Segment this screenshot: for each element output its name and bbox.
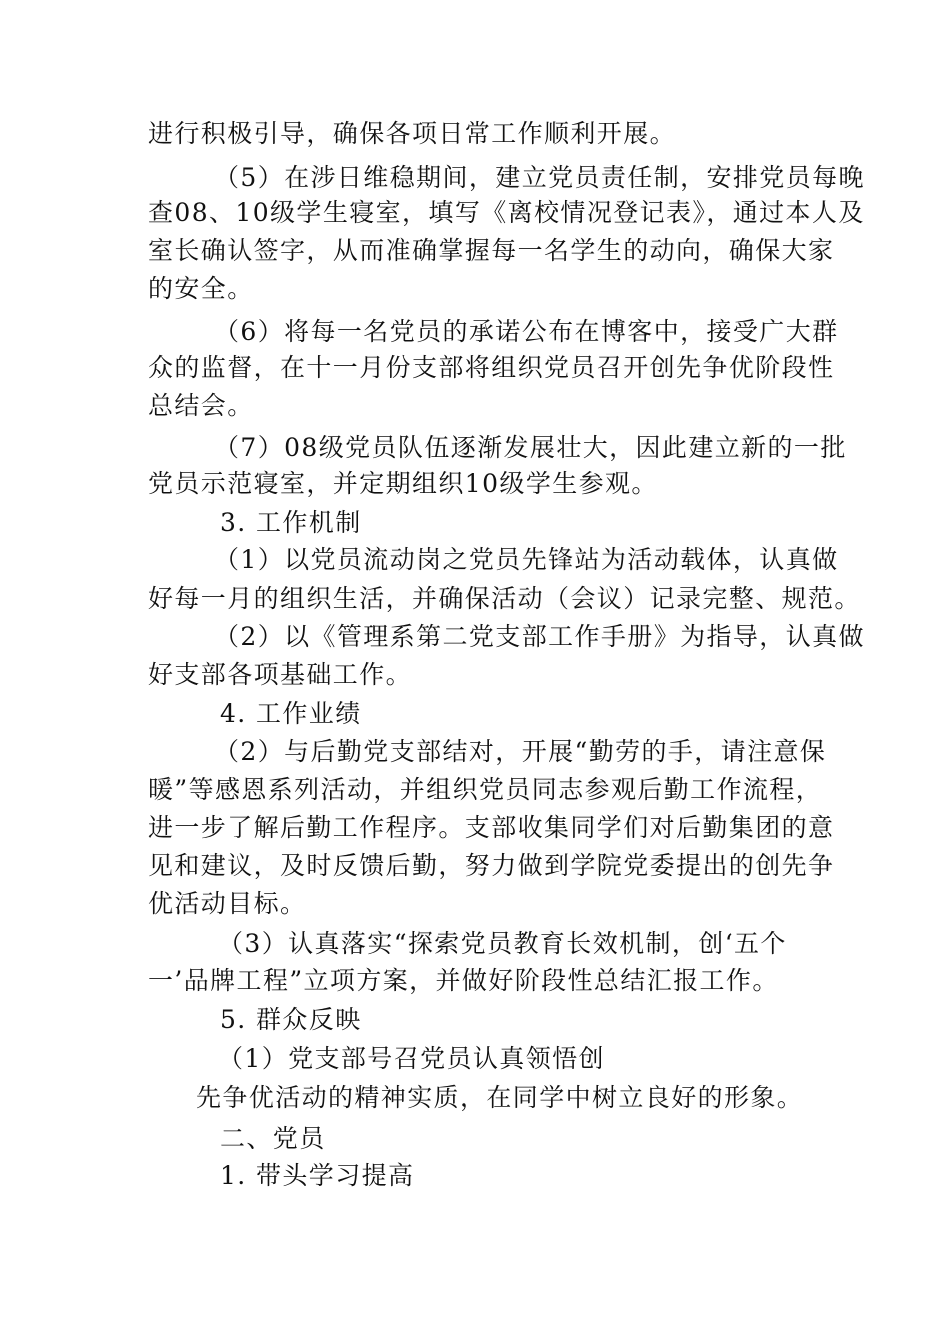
text-line-17: （2）与后勤党支部结对，开展“勤劳的手，请注意保 xyxy=(214,737,827,766)
text-line-10: 党员示范寝室，并定期组织10级学生参观。 xyxy=(148,469,658,498)
text-line-9: （7）08级党员队伍逐渐发展壮大，因此建立新的一批 xyxy=(214,433,847,462)
subsection-heading-1: 1. 带头学习提高 xyxy=(220,1161,415,1190)
text-line-1: 进行积极引导，确保各项日常工作顺利开展。 xyxy=(148,119,677,148)
text-line-14: （2）以《管理系第二党支部工作手册》为指导，认真做 xyxy=(214,622,865,651)
text-line-18: 暖”等感恩系列活动，并组织党员同志参观后勤工作流程， xyxy=(148,775,823,804)
text-line-6: （6）将每一名党员的承诺公布在博客中，接受广大群 xyxy=(214,317,839,346)
section-heading-3: 3. 工作机制 xyxy=(220,508,362,537)
text-line-20: 见和建议，及时反馈后勤，努力做到学院党委提出的创先争 xyxy=(148,851,835,880)
text-line-7: 众的监督，在十一月份支部将组织党员召开创先争优阶段性 xyxy=(148,353,835,382)
text-line-22: （3）认真落实“探索党员教育长效机制，创‘五个 xyxy=(218,929,787,958)
text-line-2: （5）在涉日维稳期间，建立党员责任制，安排党员每晚 xyxy=(214,163,865,192)
text-line-19: 进一步了解后勤工作程序。支部收集同学们对后勤集团的意 xyxy=(148,813,835,842)
text-line-3: 查08、10级学生寝室，填写《离校情况登记表》，通过本人及 xyxy=(148,198,865,227)
section-heading-5: 5. 群众反映 xyxy=(220,1005,362,1034)
section-heading-part-2: 二、党员 xyxy=(220,1124,326,1153)
text-line-23: 一’品牌工程”立项方案，并做好阶段性总结汇报工作。 xyxy=(148,966,779,995)
text-line-12: （1）以党员流动岗之党员先锋站为活动载体，认真做 xyxy=(214,545,839,574)
section-heading-4: 4. 工作业绩 xyxy=(220,699,362,728)
text-line-15: 好支部各项基础工作。 xyxy=(148,660,413,689)
text-line-25: （1）党支部号召党员认真领悟创 xyxy=(218,1044,605,1073)
text-line-8: 总结会。 xyxy=(148,391,254,420)
text-line-21: 优活动目标。 xyxy=(148,889,307,918)
text-line-26: 先争优活动的精神实质，在同学中树立良好的形象。 xyxy=(196,1083,804,1112)
text-line-5: 的安全。 xyxy=(148,274,254,303)
text-line-13: 好每一月的组织生活，并确保活动（会议）记录完整、规范。 xyxy=(148,584,861,613)
text-line-4: 室长确认签字，从而准确掌握每一名学生的动向，确保大家 xyxy=(148,236,835,265)
